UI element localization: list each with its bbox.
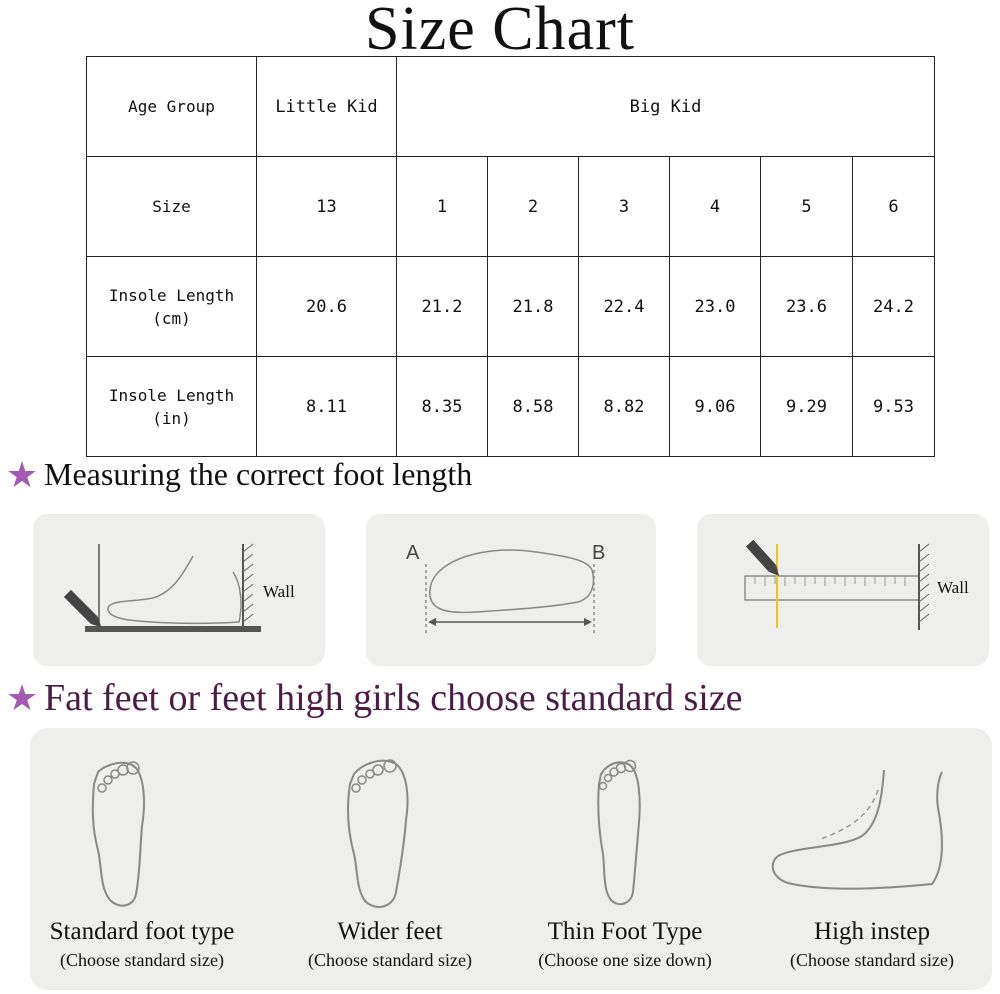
table-cell: 2 bbox=[488, 157, 579, 257]
table-cell: 24.2 bbox=[853, 257, 935, 357]
illustration-ruler-wall bbox=[697, 514, 989, 666]
table-cell: 13 bbox=[257, 157, 397, 257]
row-label-unit: (cm) bbox=[152, 308, 191, 328]
table-cell: 9.06 bbox=[670, 357, 761, 457]
foot-type-thin bbox=[505, 728, 745, 990]
foot-type-wider bbox=[270, 728, 510, 990]
point-a-label: A bbox=[406, 542, 420, 564]
standard-foot-icon bbox=[22, 728, 262, 918]
foot-type-name: High instep bbox=[814, 918, 930, 945]
row-label-insole-in bbox=[87, 357, 257, 457]
cell-little-kid: Little Kid bbox=[257, 57, 397, 157]
wall-label: Wall bbox=[263, 582, 295, 601]
table-row-insole-in bbox=[87, 357, 935, 457]
foot-type-note: (Choose standard size) bbox=[790, 950, 954, 970]
row-label-unit: (in) bbox=[152, 408, 191, 428]
row-label-size: Size bbox=[87, 157, 257, 257]
table-cell: 3 bbox=[579, 157, 670, 257]
table-cell: 6 bbox=[853, 157, 935, 257]
row-label-age-group: Age Group bbox=[87, 57, 257, 157]
foot-type-high-instep bbox=[752, 728, 992, 990]
foot-type-name: Standard foot type bbox=[49, 918, 235, 945]
foot-type-note: (Choose one size down) bbox=[538, 950, 712, 970]
table-cell: 8.82 bbox=[579, 357, 670, 457]
wall-label: Wall bbox=[937, 578, 969, 597]
table-cell: 21.8 bbox=[488, 257, 579, 357]
table-cell: 8.35 bbox=[397, 357, 488, 457]
section-heading-measuring bbox=[0, 456, 472, 493]
thin-foot-icon bbox=[505, 728, 745, 918]
cell-big-kid: Big Kid bbox=[397, 57, 935, 157]
table-cell: 5 bbox=[761, 157, 853, 257]
table-cell: 8.58 bbox=[488, 357, 579, 457]
row-label-insole-cm bbox=[87, 257, 257, 357]
insole-length-drawing bbox=[366, 514, 656, 666]
row-label-line: Insole Length bbox=[108, 385, 235, 405]
foot-type-note: (Choose standard size) bbox=[60, 950, 224, 970]
foot-types-panel bbox=[30, 728, 992, 990]
table-cell: 1 bbox=[397, 157, 488, 257]
table-cell: 23.6 bbox=[761, 257, 853, 357]
size-chart-table bbox=[86, 56, 935, 457]
table-cell: 9.53 bbox=[853, 357, 935, 457]
foot-type-note: (Choose standard size) bbox=[308, 950, 472, 970]
illustration-insole-length bbox=[366, 514, 656, 666]
table-cell: 22.4 bbox=[579, 257, 670, 357]
table-cell: 21.2 bbox=[397, 257, 488, 357]
table-cell: 9.29 bbox=[761, 357, 853, 457]
row-label-line: Insole Length bbox=[108, 285, 235, 305]
star-icon: ★ bbox=[5, 678, 39, 718]
section-heading-fat-feet bbox=[0, 676, 743, 720]
section-heading-text: Fat feet or feet high girls choose standard size bbox=[44, 677, 743, 719]
section-heading-text: Measuring the correct foot length bbox=[44, 456, 473, 492]
table-cell: 4 bbox=[670, 157, 761, 257]
table-cell: 20.6 bbox=[257, 257, 397, 357]
table-row-age-group bbox=[87, 57, 935, 157]
point-b-label: B bbox=[592, 542, 606, 564]
table-cell: 23.0 bbox=[670, 257, 761, 357]
foot-type-name: Wider feet bbox=[337, 918, 443, 945]
table-cell: 8.11 bbox=[257, 357, 397, 457]
star-icon: ★ bbox=[5, 454, 39, 495]
page-title: Size Chart bbox=[365, 0, 635, 63]
table-row-size bbox=[87, 157, 935, 257]
foot-type-name: Thin Foot Type bbox=[547, 918, 703, 945]
foot-type-standard bbox=[22, 728, 262, 990]
illustration-foot-against-wall bbox=[33, 514, 325, 666]
wider-foot-icon bbox=[270, 728, 510, 918]
table-row-insole-cm bbox=[87, 257, 935, 357]
high-instep-foot-icon bbox=[752, 728, 992, 918]
